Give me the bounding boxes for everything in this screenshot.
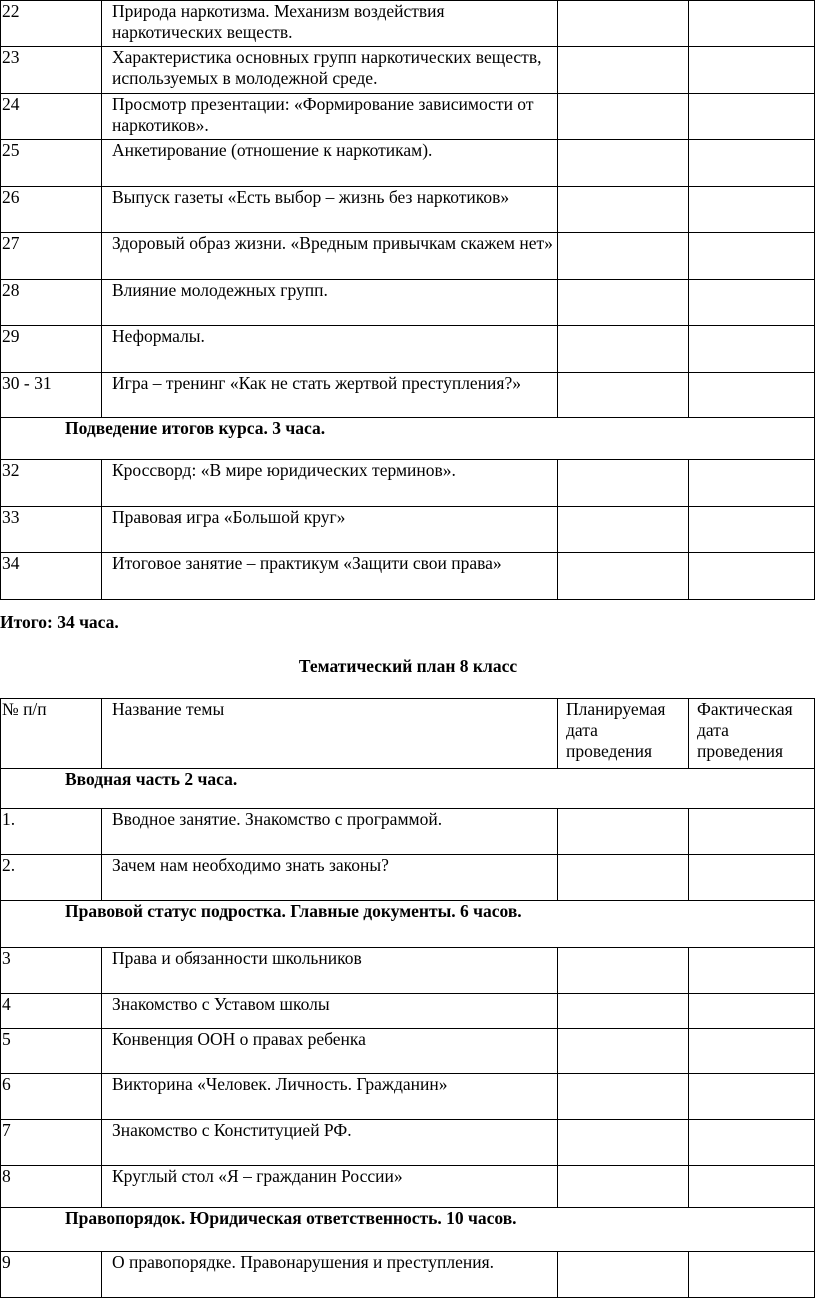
actual-date-cell: [689, 47, 815, 94]
lesson-title: Кроссворд: «В мире юридических терминов».: [102, 460, 558, 507]
lesson-title: Неформалы.: [102, 326, 558, 373]
planned-date-cell: [558, 280, 689, 326]
table-row: [1, 233, 815, 280]
planned-date-cell: [558, 507, 689, 553]
planned-date-cell: [558, 460, 689, 507]
total-hours: Итого: 34 часа.: [0, 612, 119, 632]
table-row: [1, 1029, 815, 1074]
lesson-table-body: [1, 1, 815, 600]
lesson-number: 24: [1, 94, 102, 140]
table-row: [1, 507, 815, 553]
lesson-number: 2.: [1, 855, 102, 901]
lesson-title: Круглый стол «Я – гражданин России»: [102, 1166, 558, 1208]
section-title: Правопорядок. Юридическая ответственность. 10 часов.: [1, 1208, 815, 1252]
lesson-number: 9: [1, 1252, 102, 1298]
header-planned-date: Планируемая дата проведения: [558, 699, 689, 769]
section-row: [1, 901, 815, 948]
actual-date-cell: [689, 507, 815, 553]
lesson-title: Вводное занятие. Знакомство с программой.: [102, 809, 558, 855]
planned-date-cell: [558, 948, 689, 994]
lesson-number: 33: [1, 507, 102, 553]
lesson-title: Анкетирование (отношение к наркотикам).: [102, 140, 558, 187]
lesson-title: Итоговое занятие – практикум «Защити свои права»: [102, 553, 558, 600]
table-header-row: [1, 699, 815, 769]
actual-date-cell: [689, 1120, 815, 1166]
table-row: [1, 47, 815, 94]
actual-date-cell: [689, 1252, 815, 1298]
table-row: [1, 553, 815, 600]
table-row: [1, 280, 815, 326]
lesson-title: Викторина «Человек. Личность. Гражданин»: [102, 1074, 558, 1120]
lesson-number: 34: [1, 553, 102, 600]
lesson-number: 30 - 31: [1, 373, 102, 418]
table-row: [1, 1, 815, 47]
actual-date-cell: [689, 373, 815, 418]
actual-date-cell: [689, 855, 815, 901]
table-row: [1, 809, 815, 855]
plan-title: Тематический план 8 класс: [298, 656, 518, 676]
lesson-title: Здоровый образ жизни. «Вредным привычкам скажем нет»: [102, 233, 558, 280]
header-num: № п/п: [1, 699, 102, 769]
planned-date-cell: [558, 1074, 689, 1120]
lesson-title: Знакомство с Конституцией РФ.: [102, 1120, 558, 1166]
lesson-number: 28: [1, 280, 102, 326]
section-title: Вводная часть 2 часа.: [1, 769, 815, 809]
actual-date-cell: [689, 1, 815, 47]
plan-table-body: [1, 769, 815, 1298]
planned-date-cell: [558, 373, 689, 418]
actual-date-cell: [689, 326, 815, 373]
lesson-number: 1.: [1, 809, 102, 855]
actual-date-cell: [689, 140, 815, 187]
lesson-number: 8: [1, 1166, 102, 1208]
lesson-number: 3: [1, 948, 102, 994]
section-row: [1, 418, 815, 460]
table-row: [1, 1166, 815, 1208]
lesson-number: 6: [1, 1074, 102, 1120]
table-row: [1, 994, 815, 1029]
table-row: [1, 1120, 815, 1166]
lesson-title: Знакомство с Уставом школы: [102, 994, 558, 1029]
planned-date-cell: [558, 1252, 689, 1298]
table-row: [1, 1074, 815, 1120]
planned-date-cell: [558, 326, 689, 373]
planned-date-cell: [558, 233, 689, 280]
table-row: [1, 326, 815, 373]
table-row: [1, 855, 815, 901]
lesson-title: Права и обязанности школьников: [102, 948, 558, 994]
actual-date-cell: [689, 94, 815, 140]
lesson-number: 5: [1, 1029, 102, 1074]
section-row: [1, 1208, 815, 1252]
lesson-number: 22: [1, 1, 102, 47]
actual-date-cell: [689, 809, 815, 855]
lesson-title: Просмотр презентации: «Формирование зависимости от наркотиков».: [102, 94, 558, 140]
table-row: [1, 1252, 815, 1298]
lesson-title: Характеристика основных групп наркотических веществ, используемых в молодежной среде.: [102, 47, 558, 94]
planned-date-cell: [558, 809, 689, 855]
section-title: Правовой статус подростка. Главные документы. 6 часов.: [1, 901, 815, 948]
section-row: [1, 769, 815, 809]
table-row: [1, 187, 815, 233]
actual-date-cell: [689, 994, 815, 1029]
planned-date-cell: [558, 1166, 689, 1208]
planned-date-cell: [558, 1120, 689, 1166]
actual-date-cell: [689, 1166, 815, 1208]
actual-date-cell: [689, 553, 815, 600]
lesson-number: 32: [1, 460, 102, 507]
planned-date-cell: [558, 1, 689, 47]
actual-date-cell: [689, 1029, 815, 1074]
planned-date-cell: [558, 94, 689, 140]
lesson-number: 7: [1, 1120, 102, 1166]
lesson-table-continued: [0, 0, 815, 600]
actual-date-cell: [689, 1074, 815, 1120]
lesson-title: Влияние молодежных групп.: [102, 280, 558, 326]
table-row: [1, 460, 815, 507]
table-row: [1, 373, 815, 418]
actual-date-cell: [689, 948, 815, 994]
thematic-plan-table: [0, 698, 815, 1298]
lesson-number: 23: [1, 47, 102, 94]
actual-date-cell: [689, 233, 815, 280]
lesson-title: О правопорядке. Правонарушения и преступления.: [102, 1252, 558, 1298]
lesson-number: 4: [1, 994, 102, 1029]
table-row: [1, 94, 815, 140]
lesson-title: Зачем нам необходимо знать законы?: [102, 855, 558, 901]
actual-date-cell: [689, 280, 815, 326]
planned-date-cell: [558, 187, 689, 233]
lesson-title: Правовая игра «Большой круг»: [102, 507, 558, 553]
lesson-title: Конвенция ООН о правах ребенка: [102, 1029, 558, 1074]
lesson-number: 29: [1, 326, 102, 373]
actual-date-cell: [689, 187, 815, 233]
lesson-title: Природа наркотизма. Механизм воздействия наркотических веществ.: [102, 1, 558, 47]
planned-date-cell: [558, 140, 689, 187]
lesson-number: 25: [1, 140, 102, 187]
lesson-title: Выпуск газеты «Есть выбор – жизнь без наркотиков»: [102, 187, 558, 233]
lesson-number: 27: [1, 233, 102, 280]
planned-date-cell: [558, 47, 689, 94]
header-actual-date: Фактическая дата проведения: [689, 699, 815, 769]
lesson-number: 26: [1, 187, 102, 233]
actual-date-cell: [689, 460, 815, 507]
header-title: Название темы: [102, 699, 558, 769]
table-row: [1, 948, 815, 994]
section-title: Подведение итогов курса. 3 часа.: [1, 418, 815, 460]
lesson-title: Игра – тренинг «Как не стать жертвой преступления?»: [102, 373, 558, 418]
planned-date-cell: [558, 1029, 689, 1074]
table-row: [1, 140, 815, 187]
planned-date-cell: [558, 553, 689, 600]
planned-date-cell: [558, 994, 689, 1029]
planned-date-cell: [558, 855, 689, 901]
